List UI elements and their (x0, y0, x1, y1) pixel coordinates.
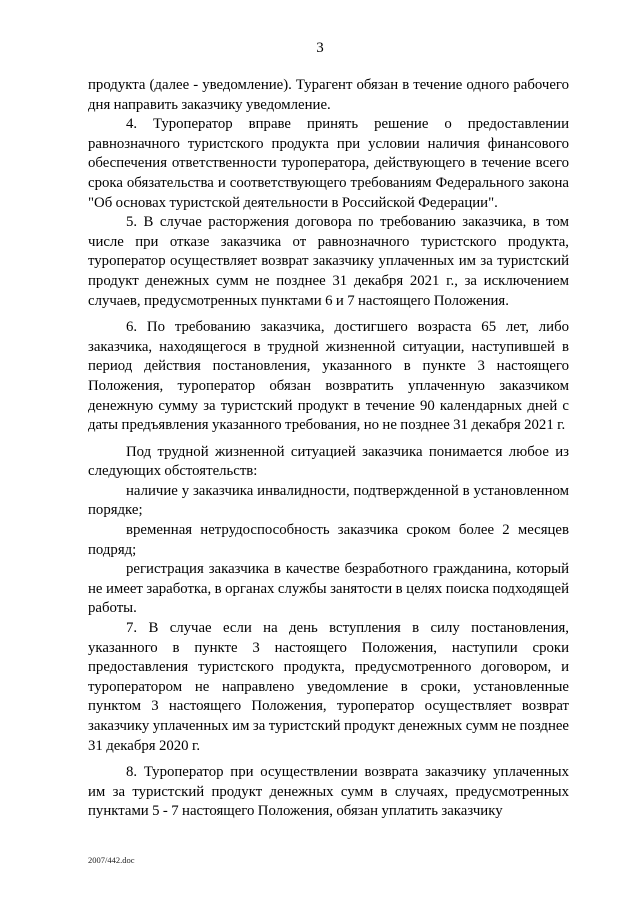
document-body (88, 76, 569, 822)
file-reference: 2007/442.doc (88, 855, 135, 865)
paragraph-item-7: 7. В случае если на день вступления в силу постановления, указанного в пункте 3 настоящего Положения, наступили сроки предоставления туристского продукта, предусмотренного договором, и туроператором не направлено уведомление в сроки, установленные пунктом 3 настоящего Положения, туроператор осуществляет возврат заказчику уплаченных им за туристский продукт денежных сумм не позднее 31 декабря 2020 г. (88, 620, 569, 754)
paragraph-continuation: продукта (далее - уведомление). Турагент обязан в течение одного рабочего дня направить заказчику уведомление. (88, 77, 569, 113)
list-item-disability: наличие у заказчика инвалидности, подтвержденной в установленном порядке; (88, 482, 569, 519)
paragraph-item-5: 5. В случае расторжения договора по требованию заказчика, в том числе при отказе заказчика от равнозначного туристского продукта, туроператор осуществляет возврат заказчику уплаченных им за туристский продукт денежных сумм не позднее 31 декабря 2021 г., за исключением случаев, предусмотренных пунктами 6 и 7 настоящего Положения. (88, 214, 569, 309)
list-item-unemployed: регистрация заказчика в качестве безработного гражданина, который не имеет заработка, в органах службы занятости в целях поиска подходящей работы. (88, 561, 569, 617)
paragraph-item-6: 6. По требованию заказчика, достигшего возраста 65 лет, либо заказчика, находящегося в трудной жизненной ситуации, наступившей в период действия постановления, указанного в пункте 3 настоящего Положения, туроператор обязан возвратить уплаченную заказчиком денежную сумму за туристский продукт в течение 90 календарных дней с даты предъявления указанного требования, но не позднее 31 декабря 2021 г. (88, 319, 569, 434)
page-number: 3 (316, 40, 324, 56)
paragraph-item-8: 8. Туроператор при осуществлении возврата заказчику уплаченных им за туристский продукт денежных сумм в случаях, предусмотренных пунктами 5 - 7 настоящего Положения, обязан уплатить заказчику (88, 764, 569, 820)
list-item-incapacity: временная нетрудоспособность заказчика сроком более 2 месяцев подряд; (88, 522, 569, 558)
paragraph-difficult-situation: Под трудной жизненной ситуацией заказчика понимается любое из следующих обстоятельств: (88, 443, 569, 480)
paragraph-item-4: 4. Туроператор вправе принять решение о предоставлении равнозначного туристского продукта при условии наличия финансового обеспечения ответственности туроператора, действующего в течение всего срока обязательства и соответствующего требованиям Федерального закона "Об основах туристской деятельности в Российской Федерации". (88, 116, 569, 211)
